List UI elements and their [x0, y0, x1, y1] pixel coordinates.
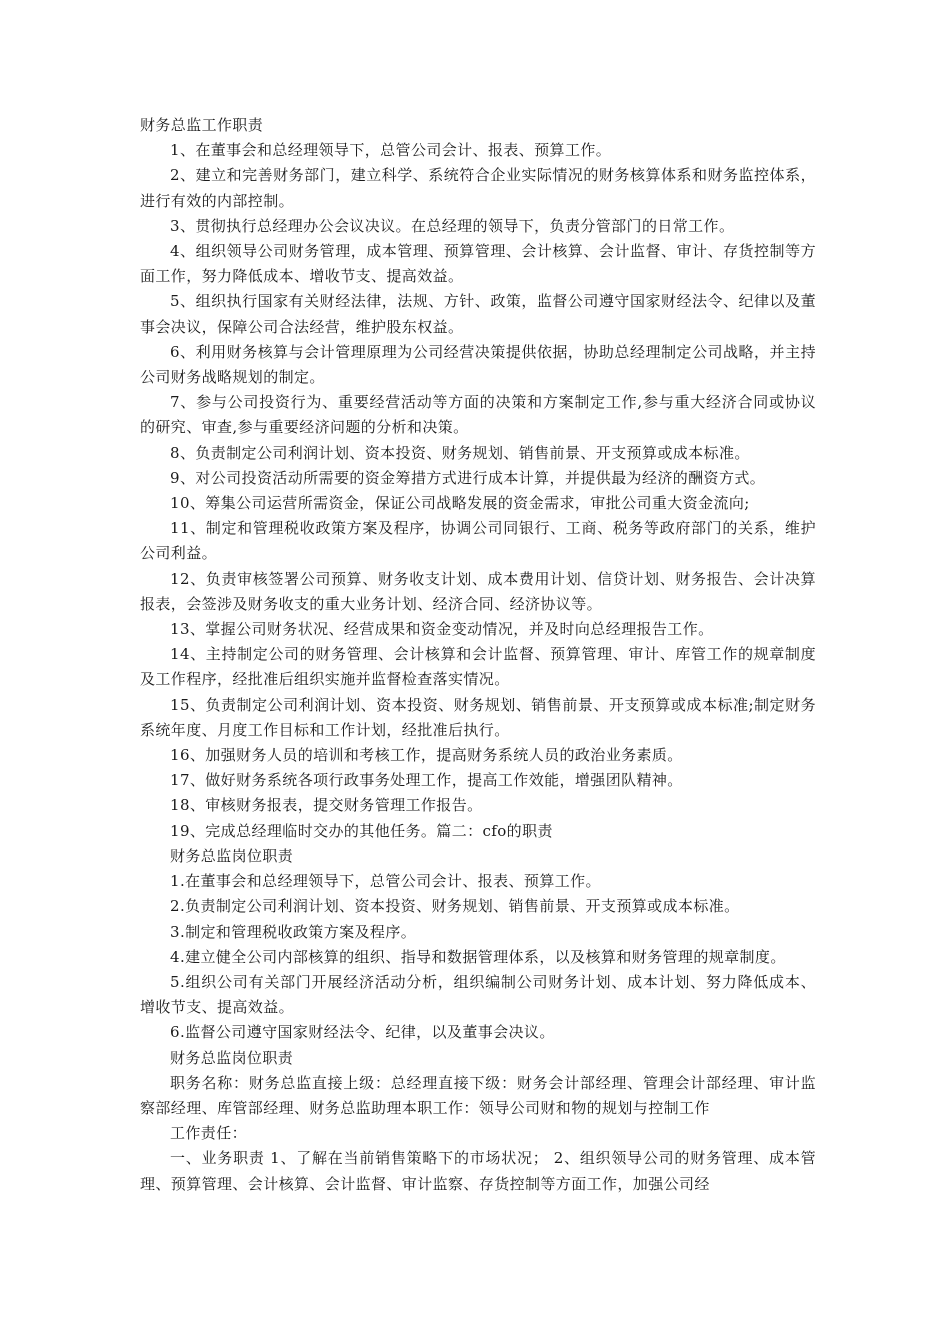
paragraph: 1.在董事会和总经理领导下，总管公司会计、报表、预算工作。: [170, 872, 601, 891]
paragraph: 4.建立健全公司内部核算的组织、指导和数据管理体系，以及核算和财务管理的规章制度。: [170, 947, 786, 966]
paragraph: 16、加强财务人员的培训和考核工作，提高财务系统人员的政治业务素质。: [170, 746, 683, 765]
paragraph: 7、参与公司投资行为、重要经营活动等方面的决策和方案制定工作,参与重大经济合同或协议的研究、审查,参与重要经济问题的分析和决策。: [140, 393, 816, 437]
paragraph: 工作责任：: [170, 1124, 248, 1143]
section-heading: 财务总监岗位职责: [170, 846, 294, 865]
paragraph: 一、业务职责 1、了解在当前销售策略下的市场状况； 2、组织领导公司的财务管理、成本管理、预算管理、会计核算、会计监督、审计监察、存货控制等方面工作，加强公司经: [140, 1149, 816, 1193]
paragraph: 3、贯彻执行总经理办公会议决议。在总经理的领导下，负责分管部门的日常工作。: [170, 216, 735, 235]
paragraph: 4、组织领导公司财务管理，成本管理、预算管理、会计核算、会计监督、审计、存货控制等方面工作，努力降低成本、增收节支、提高效益。: [140, 242, 816, 286]
paragraph: 9、对公司投资活动所需要的资金筹措方式进行成本计算，并提供最为经济的酬资方式。: [170, 468, 766, 487]
document-title: 财务总监工作职责: [140, 116, 264, 134]
paragraph: 18、审核财务报表，提交财务管理工作报告。: [170, 796, 483, 815]
paragraph: 2、建立和完善财务部门，建立科学、系统符合企业实际情况的财务核算体系和财务监控体系，进行有效的内部控制。: [140, 166, 816, 210]
paragraph: 1、在董事会和总经理领导下，总管公司会计、报表、预算工作。: [170, 141, 612, 160]
paragraph: 19、完成总经理临时交办的其他任务。篇二：cfo的职责: [170, 821, 553, 840]
paragraph: 6、利用财务核算与会计管理原理为公司经营决策提供依据，协助总经理制定公司战略，并主持公司财务战略规划的制定。: [140, 342, 816, 387]
paragraph: 13、掌握公司财务状况、经营成果和资金变动情况，并及时向总经理报告工作。: [170, 620, 714, 639]
paragraph: 15、负责制定公司利润计划、资本投资、财务规划、销售前景、开支预算或成本标准;制定财务系统年度、月度工作目标和工作计划，经批准后执行。: [140, 695, 816, 739]
paragraph: 14、主持制定公司的财务管理、会计核算和会计监督、预算管理、审计、库管工作的规章制度及工作程序，经批准后组织实施并监督检查落实情况。: [140, 645, 816, 689]
paragraph: 5.组织公司有关部门开展经济活动分析，组织编制公司财务计划、成本计划、努力降低成本、增收节支、提高效益。: [140, 972, 816, 1017]
paragraph: 10、筹集公司运营所需资金，保证公司战略发展的资金需求，审批公司重大资金流向;: [170, 494, 750, 513]
paragraph: 17、做好财务系统各项行政事务处理工作，提高工作效能，增强团队精神。: [170, 771, 683, 790]
paragraph: 11、制定和管理税收政策方案及程序，协调公司同银行、工商、税务等政府部门的关系，维护公司利益。: [140, 519, 816, 563]
paragraph: 5、组织执行国家有关财经法律，法规、方针、政策，监督公司遵守国家财经法令、纪律以及董事会决议，保障公司合法经营，维护股东权益。: [140, 292, 816, 336]
paragraph: 6.监督公司遵守国家财经法令、纪律，以及董事会决议。: [170, 1023, 555, 1042]
paragraph: 3.制定和管理税收政策方案及程序。: [170, 922, 417, 941]
section-heading: 财务总监岗位职责: [170, 1048, 294, 1067]
paragraph: 8、负责制定公司利润计划、资本投资、财务规划、销售前景、开支预算或成本标准。: [170, 443, 750, 462]
document-body: [140, 113, 816, 1197]
paragraph: 2.负责制定公司利润计划、资本投资、财务规划、销售前景、开支预算或成本标准。: [170, 897, 740, 916]
paragraph: 12、负责审核签署公司预算、财务收支计划、成本费用计划、信贷计划、财务报告、会计决算报表，会签涉及财务收支的重大业务计划、经济合同、经济协议等。: [140, 569, 816, 613]
paragraph: 职务名称：财务总监直接上级：总经理直接下级：财务会计部经理、管理会计部经理、审计监察部经理、库管部经理、财务总监助理本职工作：领导公司财和物的规划与控制工作: [140, 1073, 816, 1117]
